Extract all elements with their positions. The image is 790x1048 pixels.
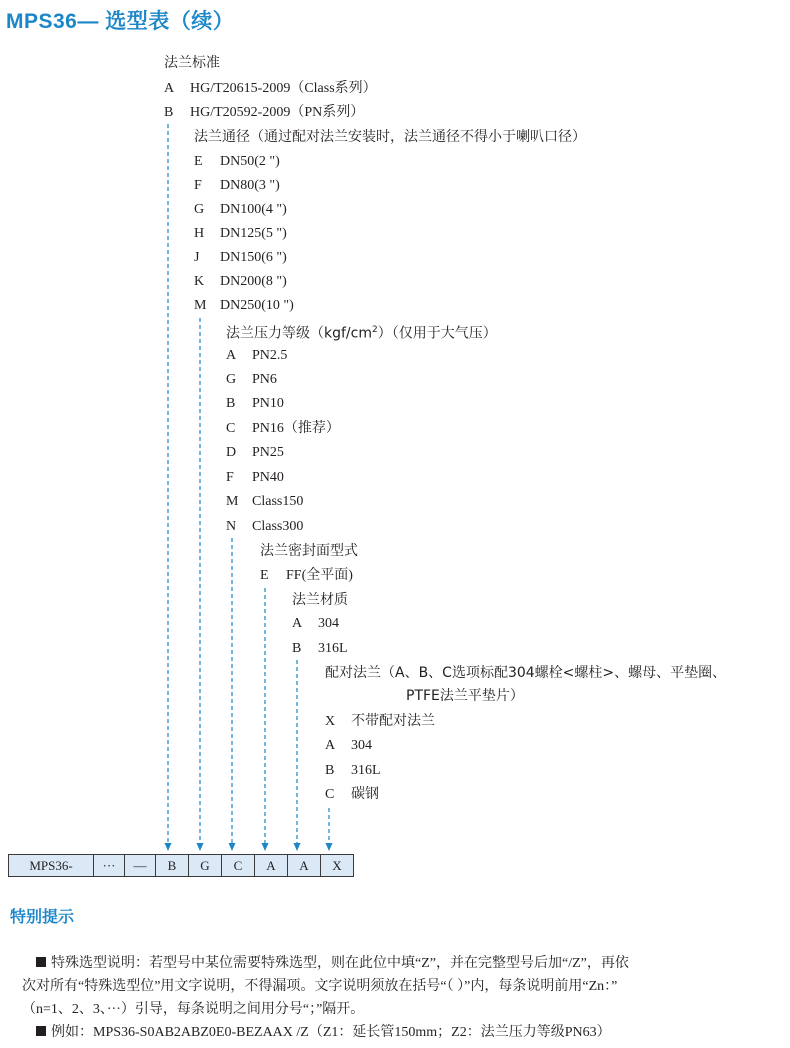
option-label: 304 (318, 616, 339, 631)
option-row (164, 80, 377, 98)
option-row (325, 786, 379, 804)
option-label: DN80(3 ") (220, 178, 280, 193)
option-row (292, 615, 339, 633)
option-code: B (226, 396, 236, 411)
option-code: N (226, 519, 237, 534)
option-label: DN125(5 ") (220, 226, 287, 241)
option-code: M (194, 298, 207, 313)
note-text: 特殊选型说明：若型号中某位需要特殊选型，则在此位中填“Z”，并在完整型号后加“/Z”，再依 (51, 956, 629, 971)
option-code: A (226, 348, 237, 363)
option-label: 不带配对法兰 (351, 714, 435, 729)
option-label: Class300 (252, 519, 304, 534)
option-code: A (164, 81, 175, 96)
option-label: PN16（推荐） (252, 421, 340, 436)
arrow-flange-diameter (197, 318, 204, 851)
option-row (226, 493, 303, 511)
option-label: DN250(10 ") (220, 298, 294, 313)
option-code: B (292, 641, 302, 656)
option-label: 碳钢 (351, 787, 379, 802)
option-label: PN10 (252, 396, 284, 411)
arrow-pressure-rating (229, 538, 236, 851)
special-notes-title: 特别提示 (10, 907, 75, 926)
option-label: FF(全平面) (286, 568, 353, 583)
option-code: A (292, 616, 303, 631)
page-title: MPS36— 选型表（续） (6, 10, 235, 33)
group-heading-flange-standard: 法兰标准 (164, 55, 220, 71)
option-code: K (194, 274, 205, 289)
group-heading-pressure-rating (226, 321, 497, 343)
option-row (260, 567, 353, 585)
option-label: Class150 (252, 494, 304, 509)
option-label: DN50(2 ") (220, 154, 280, 169)
model-cell-pressure-rating: C (222, 855, 255, 876)
arrow-seal-face (262, 588, 269, 851)
option-code: E (260, 568, 269, 583)
heading-superscript: 2 (371, 325, 378, 335)
note-line-3: （n=1、2、3、···）引导，每条说明之间用分号“；”隔开。 (22, 1002, 365, 1017)
option-row (226, 371, 277, 389)
option-code: A (325, 738, 336, 753)
model-cell-flange-material: A (288, 855, 321, 876)
option-row (194, 297, 294, 315)
option-label: HG/T20615-2009（Class系列） (190, 81, 377, 96)
group-heading-seal-face: 法兰密封面型式 (260, 543, 358, 559)
heading-part: 法兰压力等级（kgf/cm (226, 325, 372, 342)
option-label: HG/T20592-2009（PN系列） (190, 105, 365, 120)
note-example-text: 例如：MPS36-S0AB2ABZ0E0-BEZAAX /Z（Z1：延长管150mm；Z2：法兰压力等级PN63） (51, 1025, 611, 1040)
option-row (194, 225, 287, 243)
option-label: DN200(8 ") (220, 274, 287, 289)
option-row (194, 153, 280, 171)
arrow-flange-material (294, 660, 301, 851)
group-heading-mating-flange-line2: PTFE法兰平垫片） (406, 688, 524, 704)
option-row (226, 469, 284, 487)
model-number-bar (8, 854, 354, 877)
option-row (292, 640, 348, 658)
option-row (325, 762, 381, 780)
option-code: F (194, 178, 202, 193)
model-cell-seal-face: A (255, 855, 288, 876)
option-row (226, 347, 287, 365)
square-bullet-icon (36, 957, 46, 967)
option-code: C (226, 421, 236, 436)
option-label: PN2.5 (252, 348, 288, 363)
option-row (325, 737, 372, 755)
option-code: B (164, 105, 174, 120)
option-code: G (194, 202, 205, 217)
model-cell-mating-flange: X (332, 858, 342, 873)
option-code: X (325, 714, 336, 729)
model-cell-dash: — (125, 855, 156, 876)
note-line-1 (36, 952, 629, 975)
group-heading-mating-flange: 配对法兰（A、B、C选项标配304螺栓<螺柱>、螺母、平垫圈、 (325, 665, 727, 681)
group-heading-flange-diameter: 法兰通径（通过配对法兰安装时，法兰通径不得小于喇叭口径） (194, 129, 586, 145)
option-code: J (194, 250, 200, 265)
arrow-flange-standard (165, 124, 172, 851)
arrow-mating-flange (326, 808, 333, 851)
option-code: B (325, 763, 335, 778)
group-heading-flange-material: 法兰材质 (292, 592, 348, 608)
option-row (226, 444, 284, 462)
option-label: 304 (351, 738, 372, 753)
note-line-2: 次对所有“特殊选型位”用文字说明，不得漏项。文字说明须放在括号“（ ）”内，每条说明前用“Zn：” (22, 979, 618, 994)
option-label: DN150(6 ") (220, 250, 287, 265)
option-label: DN100(4 ") (220, 202, 287, 217)
option-label: 316L (318, 641, 348, 656)
option-row (226, 395, 284, 413)
model-cell-ellipsis: ··· (94, 855, 125, 876)
option-code: F (226, 470, 234, 485)
option-code: M (226, 494, 239, 509)
option-row (194, 249, 287, 267)
option-row (164, 104, 364, 122)
square-bullet-icon (36, 1026, 46, 1036)
option-label: 316L (351, 763, 381, 778)
option-row (226, 420, 340, 438)
option-row (226, 518, 303, 536)
model-cell-flange-diameter: G (189, 855, 222, 876)
option-label: PN6 (252, 372, 277, 387)
option-code: D (226, 445, 237, 460)
option-row (194, 177, 280, 195)
model-cell-prefix: MPS36- (9, 855, 94, 876)
option-row (194, 201, 287, 219)
model-cell-flange-standard: B (156, 855, 189, 876)
option-code: H (194, 226, 205, 241)
option-row (325, 713, 435, 731)
option-row (194, 273, 287, 291)
option-label: PN40 (252, 470, 284, 485)
heading-part: ）（仅用于大气压） (377, 325, 497, 342)
option-code: C (325, 787, 335, 802)
option-label: PN25 (252, 445, 284, 460)
option-code: G (226, 372, 237, 387)
option-code: E (194, 154, 203, 169)
note-example (36, 1021, 611, 1044)
